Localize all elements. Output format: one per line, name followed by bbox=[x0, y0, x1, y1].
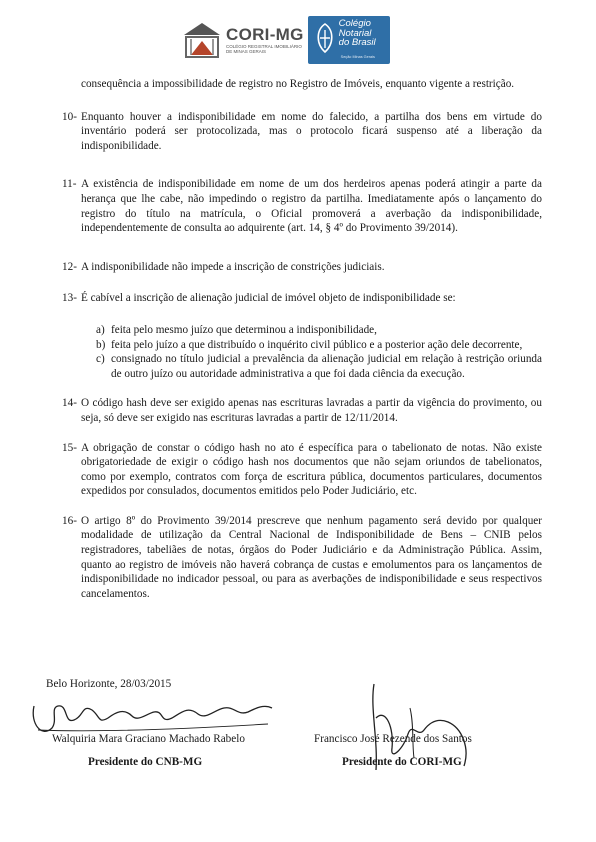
signature-area bbox=[0, 670, 596, 790]
signer-1-role: Presidente do CNB-MG bbox=[88, 756, 203, 768]
intro-paragraph: consequência a impossibilidade de registro no Registro de Imóveis, enquanto vigente a restrição. bbox=[81, 78, 515, 90]
cn-line-1: Colégio bbox=[338, 18, 371, 29]
signer-2-role: Presidente do CORI-MG bbox=[342, 756, 462, 768]
item-12 bbox=[62, 260, 542, 275]
item-text: É cabível a inscrição de alienação judicial de imóvel objeto de indisponibilidade se: bbox=[81, 292, 456, 305]
cori-building-icon bbox=[182, 21, 222, 59]
item-text: A existência de indisponibilidade em nome de um dos herdeiros apenas poderá atingir a parte da herança que lhe cabe, não impedindo o registro da partilha. Imediatamente após o lançamento do registro do título na matrícula, o Oficial promoverá a averbação da indisponibilidade, independentemente de consulta ao adquirente (art. 14, § 4º do Provimento 39/2014). bbox=[81, 178, 542, 235]
item-text: O artigo 8º do Provimento 39/2014 prescreve que nenhum pagamento será devido por qualquer modalidade de utilização da Central Nacional de Indisponibilidade de Bens – CNIB pelos registradores, tabeliães de notas, órgãos do Poder Judiciário e da Administração Pública. Assim, quanto ao registro de imóveis não haverá cobrança de custas e emolumentos para os lançamentos de indisponibilidade no indicador pessoal, ou para as averbações de indisponibilidade e seus respectivos cancelamentos. bbox=[81, 514, 542, 600]
cn-line-3: do Brasil bbox=[338, 37, 376, 48]
item-number: 10- bbox=[62, 110, 77, 123]
cori-subtitle-2: DE MINAS GERAIS bbox=[226, 49, 267, 54]
cori-mg-logo bbox=[182, 21, 304, 59]
subitem-letter: c) bbox=[96, 353, 105, 366]
item-number: 14- bbox=[62, 397, 77, 410]
item-text: A indisponibilidade não impede a inscrição de constrições judiciais. bbox=[81, 260, 385, 273]
item-text: A obrigação de constar o código hash no ato é específica para o tabelionato de notas. Não existe obrigatoriedade de exigir o código hash nos documentos que não sejam oriundos de tabelionatos, como por exemplo, contratos com força de escritura pública, documentos particulares, documentos expedidos por consulados, documentos emitidos pelo Poder Judiciário, etc. bbox=[81, 441, 542, 498]
item-13 bbox=[62, 291, 542, 306]
subitem-c bbox=[96, 352, 542, 381]
item-10 bbox=[62, 110, 542, 154]
subitem-b bbox=[96, 338, 542, 353]
item-11 bbox=[62, 177, 542, 235]
item-number: 12- bbox=[62, 260, 77, 273]
subitem-text: feita pelo mesmo juízo que determinou a indisponibilidade, bbox=[111, 323, 377, 336]
item-16 bbox=[62, 514, 542, 602]
header-logos bbox=[182, 16, 390, 64]
colegio-notarial-logo bbox=[308, 16, 390, 64]
item-number: 15- bbox=[62, 441, 77, 454]
subitem-letter: b) bbox=[96, 338, 106, 351]
cori-subtitle-1: COLÉGIO REGISTRAL IMOBILIÁRIO bbox=[226, 43, 302, 49]
document-body bbox=[62, 77, 542, 601]
subitem-a bbox=[96, 323, 542, 338]
item-text: O código hash deve ser exigido apenas nas escrituras lavradas a partir da vigência do provimento, ou seja, só deve ser exigido nas escrituras lavradas a partir de 12/11/2014. bbox=[81, 397, 542, 424]
item-15 bbox=[62, 441, 542, 499]
item-14 bbox=[62, 396, 542, 425]
item-text: Enquanto houver a indisponibilidade em nome do falecido, a partilha dos bens em virtude do inventário poderá ser protocolizada, mas o protocolo ficará suspenso até a liberação da indisponibilidade. bbox=[81, 110, 542, 152]
item-number: 13- bbox=[62, 292, 77, 305]
item-13-sublist bbox=[96, 323, 542, 381]
subitem-text: feita pelo juízo a que distribuído o inquérito civil público e a posterior ação dele decorrente, bbox=[111, 338, 523, 351]
place-date: Belo Horizonte, 28/03/2015 bbox=[46, 678, 172, 690]
subitem-letter: a) bbox=[96, 323, 105, 336]
cn-line-2: Notarial bbox=[338, 27, 372, 39]
item-number: 11- bbox=[62, 178, 77, 191]
cori-title: CORI-MG bbox=[226, 24, 304, 44]
signer-1-name: Walquiria Mara Graciano Machado Rabelo bbox=[52, 733, 245, 745]
cn-subtitle: Seção Minas Gerais bbox=[340, 55, 375, 59]
signer-2-name: Francisco José Rezende dos Santos bbox=[314, 733, 472, 745]
notarial-emblem-icon bbox=[312, 22, 338, 54]
subitem-text: consignado no título judicial a prevalência da alienação judicial em relação à restrição oriunda de outro juízo ou autoridade administrativa a que foi dada ciência da execução. bbox=[111, 353, 542, 380]
item-number: 16- bbox=[62, 514, 77, 527]
